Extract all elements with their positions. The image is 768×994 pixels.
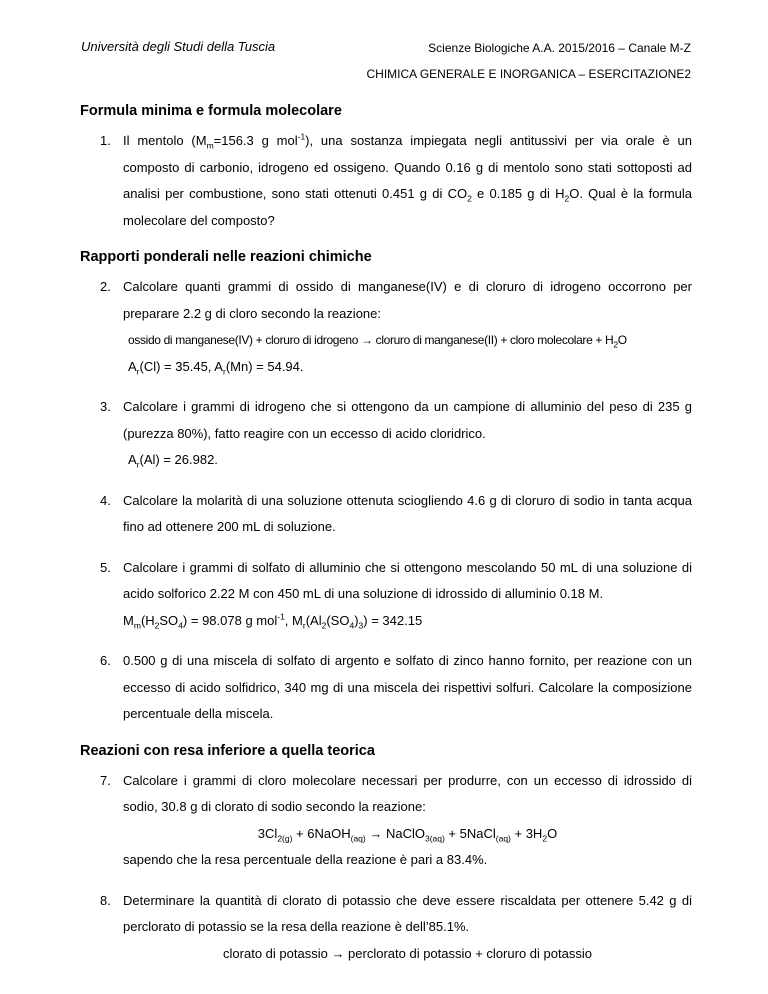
reaction-equation: $3Cl_{2(g)}$ + 6NaOH$_{(aq)}$ → NaClO$_{3(aq)}$ + 5NaCl$_{(aq)}$ + $3H_2O$: [257, 825, 558, 844]
exercise-number: 7.: [100, 772, 111, 788]
exercise-text: Calcolare i grammi di cloro molecolare necessari per produrre, con un eccesso di idrossido di sodio, 30.8 g di clorato di sodio secondo la reazione:: [123, 772, 692, 814]
exercise-data: $A_r(Cl) = 35.45$, $A_r(Mn) = 54.94$.: [128, 358, 304, 377]
header-university: Università degli Studi della Tuscia: [81, 39, 276, 54]
exercise-note: sapendo che la resa percentuale della reazione è pari a 83.4%.: [123, 852, 488, 867]
exercise-number: 8.: [100, 892, 111, 908]
reaction-equation: ossido di manganese(IV) + cloruro di idrogeno → cloruro di manganese(II) + cloro molecolare + $H_2O$: [128, 333, 627, 350]
exercise-3: [80, 394, 692, 474]
exercise-2: [80, 274, 692, 380]
section-title-rapporti: Rapporti ponderali nelle reazioni chimiche: [80, 249, 372, 265]
exercise-1: [80, 128, 692, 234]
section-title-formula: Formula minima e formula molecolare: [80, 103, 342, 119]
exercise-6: [80, 648, 692, 728]
exercise-number: 6.: [100, 653, 111, 668]
exercise-5: [80, 555, 692, 635]
exercise-text: Determinare la quantità di clorato di potassio che deve essere riscaldata per ottenere 5.42 g di perclorato di potassio se la resa della reazione è dell’85.1%.: [123, 892, 692, 934]
exercise-text: Calcolare la molarità di una soluzione ottenuta sciogliendo 4.6 g di cloruro di sodio in tanta acqua fino ad ottenere 200 mL di soluzione.: [123, 492, 692, 534]
exercise-number: 4.: [100, 492, 111, 508]
exercise-text: Calcolare quanti grammi di ossido di manganese(IV) e di cloruro di idrogeno occorrono per preparare 2.2 g di cloro secondo la reazione:: [123, 279, 692, 321]
section-title-resa: Reazioni con resa inferiore a quella teorica: [80, 742, 375, 759]
exercise-text: Calcolare i grammi di solfato di alluminio che si ottengono mescolando 50 mL di una soluzione di acido solforico 2.22 M con 450 mL di una soluzione di idrossido di alluminio 0.18 M.: [123, 559, 692, 601]
header-course: Scienze Biologiche A.A. 2015/2016 – Canale M-Z: [428, 41, 691, 55]
exercise-text: Il mentolo ($M_m=156.3$ g mol$^{-1}$), una sostanza impiegata negli antitussivi per via orale è un composto di carbonio, idrogeno ed ossigeno. Quando 0.16 g di mentolo sono stati sottoposti ad analisi per combustione, sono stati ottenuti 0.451 g di $CO_2$ e 0.185 g di $H_2O$. Qual è la formula molecolare del composto?: [123, 131, 693, 228]
exercise-7: [80, 768, 692, 874]
document-body: [80, 98, 692, 967]
exercise-4: [80, 488, 692, 541]
exercise-text: Calcolare i grammi di idrogeno che si ottengono da un campione di alluminio del peso di 235 g (purezza 80%), fatto reagire con un eccesso di acido cloridrico.: [123, 399, 692, 441]
exercise-text: 0.500 g di una miscela di solfato di argento e solfato di zinco hanno fornito, per reazione con un eccesso di acido solfidrico, 340 mg di una miscela dei rispettivi solfuri. Calcolare la composizione percentuale della miscela.: [123, 653, 692, 721]
exercise-data: $M_m(H_2SO_4) = 98.078$ g mol$^{-1}$, $M_r(Al_2(SO_4)_3) = 342.15$: [123, 611, 423, 631]
exercise-data: $A_r(Al) = 26.982$.: [128, 452, 218, 470]
exercise-number: 5.: [100, 559, 111, 575]
header-subtitle: CHIMICA GENERALE E INORGANICA – ESERCITAZIONE2: [366, 67, 691, 81]
exercise-number: 3.: [100, 399, 111, 414]
exercise-number: 2.: [100, 279, 111, 294]
exercise-8: [80, 888, 692, 968]
exercise-number: 1.: [100, 133, 111, 148]
reaction-equation: clorato di potassio → perclorato di potassio + cloruro di potassio: [223, 945, 592, 961]
